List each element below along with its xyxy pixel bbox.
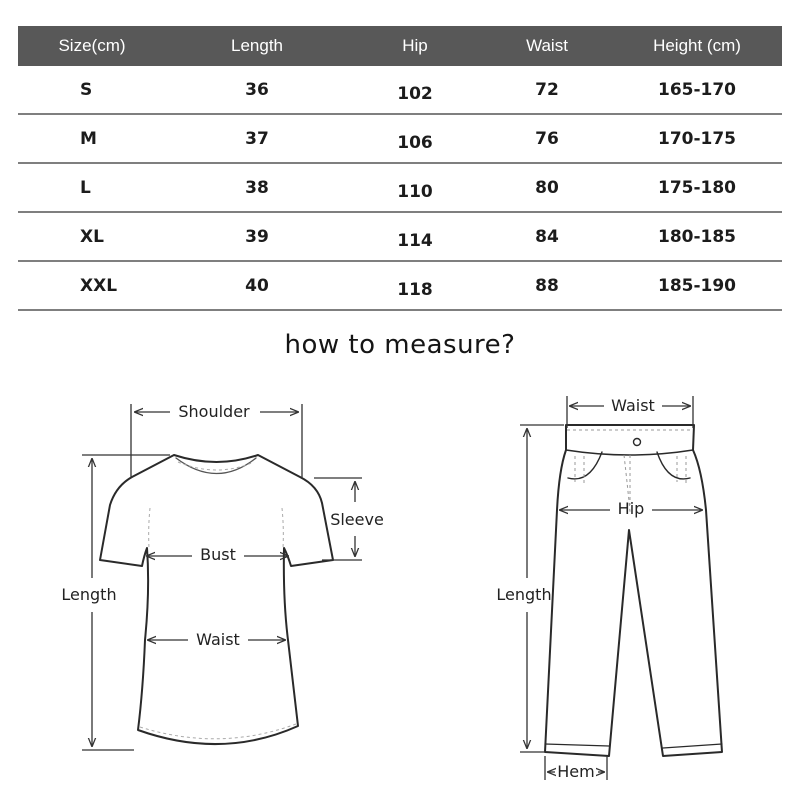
cell-size: XL [80,226,104,247]
pants-waist-label: Waist [611,396,655,415]
tshirt-outline [100,455,333,744]
cell-waist: 84 [535,226,559,247]
header-length: Length [231,36,283,55]
cell-hip: 118 [397,279,433,300]
cell-waist: 72 [535,79,559,100]
cell-size: S [80,79,93,100]
cell-length: 38 [245,177,269,198]
cell-size: M [80,128,97,149]
cell-length: 37 [245,128,269,149]
pants-length-label: Length [496,585,552,604]
cell-height: 180-185 [657,226,737,247]
cell-size: L [80,177,91,198]
button-icon [634,439,641,446]
sleeve-label: Sleeve [330,510,384,529]
cell-hip: 102 [397,83,433,104]
cell-length: 39 [245,226,269,247]
header-hip: Hip [402,36,428,55]
bust-label: Bust [200,545,236,564]
cell-hip: 110 [397,181,433,202]
cell-length: 40 [245,275,269,296]
shoulder-label: Shoulder [178,402,250,421]
header-size: Size(cm) [58,36,126,55]
cell-waist: 88 [535,275,559,296]
cell-hip: 114 [397,230,433,251]
shirt-length-label: Length [61,585,117,604]
cell-length: 36 [245,79,269,100]
cell-height: 175-180 [657,177,737,198]
cell-height: 185-190 [657,275,737,296]
cell-waist: 76 [535,128,559,149]
header-waist: Waist [526,36,568,55]
pants-outline [545,425,722,756]
cell-hip: 106 [397,132,433,153]
shirt-waist-label: Waist [196,630,240,649]
header-height: Height (cm) [653,36,741,55]
hem-label: Hem [557,762,595,781]
hip-label: Hip [617,499,645,518]
cell-size: XXL [80,275,118,296]
cell-height: 170-175 [657,128,737,149]
measure-guide-title: how to measure? [284,330,516,360]
cell-waist: 80 [535,177,559,198]
cell-height: 165-170 [657,79,737,100]
